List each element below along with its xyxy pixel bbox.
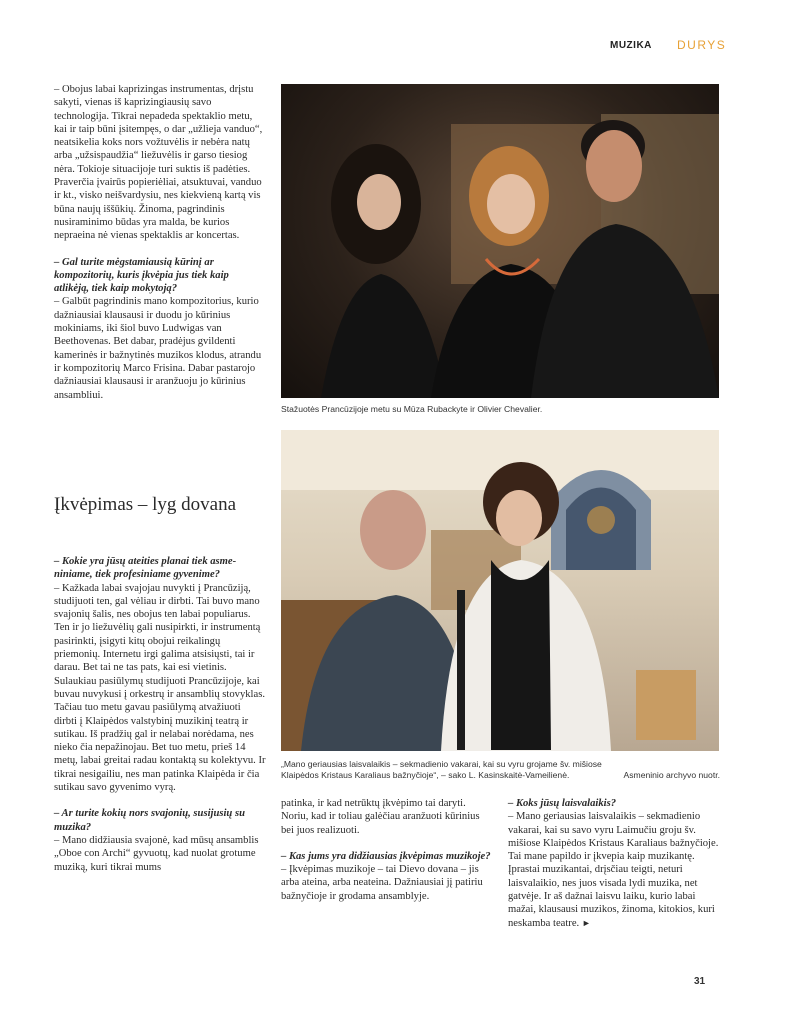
left-column-bottom [54, 555, 266, 874]
photo-illustration [281, 430, 719, 751]
photo-three-musicians [281, 84, 719, 398]
left-column-top [54, 83, 266, 402]
photo-couple-church [281, 430, 719, 751]
photo-caption: „Mano geriausias laisvalaikis – sekmadienio vakarai, kai su vyru grojame šv. mišiose Klaipėdos Kristaus Karaliaus bažnyčioje“, – sako L. Kasinskaitė-Vameilienė. [281, 759, 602, 780]
section-heading: Įkvėpimas – lyg dovana [54, 494, 237, 515]
continue-arrow-icon: ► [581, 917, 591, 928]
answer-paragraph: – Kažkada labai svajojau nuvykti į Prancūziją, studijuoti ten, gal vėliau ir dirbti. Tai buvo mano svajonių šalis, nes obojus ten labai populiarus. Ten ir jo liežuvėlių gali nusipirkti, ir instrumentą pasirinkti, įsigyti kitų obojui reikalingų priemonių. Internetu irgi galima atsisiųsti, tai ir darau. Bet tai ne tas pats, kai esi vietinis. Sulaukiau pasiūlymų studijuoti Prancūzijoje, kai buvau nuvykusi į orkestrų ir ansamblių stovyklas. Tačiau tuo metu gavau pasiūlymą atvažiuoti dirbti į Klaipėdos valstybinį muzikinį teatrą ir sutikau. Iš pradžių gal ir nelabai norėdama, nes nieko čia nepažinojau. Bet tuo metu, prieš 14 metų, labai greitai radau kontaktą su kolektyvu. Ir tikrai nesigailiu, nes man patinka Klaipėda ir čia sutikau savo gyvenimo vyrą. [54, 582, 266, 794]
answer-paragraph: – Įkvėpimas muzikoje – tai Dievo dovana – jis arba ateina, arba neateina. Dаžniausiai jį patiriu bažnyčioje ir grodama ansamblyje. [281, 864, 483, 902]
answer-paragraph: – Mano didžiausia svajonė, kad mūsų ansamblis „Oboe con Archi“ gyvuotų, kad nuolat grotume muziką, kuri tikrai mums [54, 834, 259, 873]
photo-caption: Stažuotės Prancūzijoje metu su Mūza Rubackyte ir Olivier Chevalier. [281, 404, 543, 414]
answer-text: – Mano geriausias laisvalaikis – sekmadienio vakarai, kai su savo vyru Laimučiu groju šv. mišiose Klaipėdos Kristaus Karaliaus bažnyčioje. Tai mane papildo ir įkvepia kaip muzikantę. Įprastai muzikantai, drįsčiau teigti, neturi laisvalaikio, nes juos visada lydi muzika, net gatvėje. Ir aš dažnai laisvu laiku, kurio labai mažai, klausausi muzikos, žinoma, kitokios, kuri neskamba teatre. [508, 811, 719, 929]
section-label: MUZIKA [610, 40, 652, 51]
interview-question: – Ar turite kokių nors svajonių, susijusių su muzika? [54, 808, 245, 833]
photo-illustration [281, 84, 719, 398]
answer-paragraph [508, 810, 720, 930]
interview-question: – Gal turite mėgstamiausią kūrinį ar kompozitorių, kuris įkvėpia jus tiek kaip atlikėją, tiek kaip mokytoją? [54, 256, 229, 295]
interview-question: – Kas jums yra didžiausias įkvėpimas muzikoje? [281, 850, 491, 862]
answer-paragraph: – Obojus labai kaprizingas instrumentas, drįstu sakyti, vienas iš kaprizingiausių savo technologija. Tikrai nepadeda spektaklio metu, kai ir taip būni įsitempęs, o dar „užlieja vanduo“, neatsikelia koks nors vožtuvėlis ir nebėra natų arba „užsispaudžia“ liežuvėlis ir garso tiesiog nėra. Tokioje situacijoje turi suktis iš padėties. Praverčia įvairūs popieriėliai, atsuktuvai, vanduo ir kt., visko neišvardysiu, nes kiekvieną kartą vis būna naujų iššūkių. Žinoma, pagrindinis nusiraminimo būdas yra malda, be kurios nepraeina nė vienas spektaklis ar koncertas. [54, 84, 263, 242]
interview-question: – Kokie yra jūsų ateities planai tiek asmeniniame, tiek profesiniame gyvenime? [54, 556, 237, 581]
page-number: 31 [694, 976, 706, 987]
photo-credit: Asmeninio archyvo nuotr. [623, 770, 720, 780]
middle-column [281, 797, 493, 903]
right-column [508, 797, 720, 930]
interview-question: – Koks jūsų laisvalaikis? [508, 798, 617, 809]
answer-paragraph: – Galbūt pagrindinis mano kompozitorius, kurio dažniausiai klausausi ir duodu jo kūrinius mokiniams, iki šiol buvo Ludwigas van Beethovenas. Bet dabar, pradėjus gvildenti kamerinės ir bažnytinės muzikos klodus, atrandu ir kompozitorių Marco Frisina. Dabar pastarojo dažniausiai klausausi ir aranžuoju jo kūrinius ansambliui. [54, 296, 262, 401]
magazine-name: DURYS [677, 38, 727, 52]
answer-paragraph: patinka, ir kad netrūktų įkvėpimo tai daryti. Noriu, kad ir toliau galėčiau aranžuoti kūrinius bei juos realizuoti. [281, 798, 480, 836]
